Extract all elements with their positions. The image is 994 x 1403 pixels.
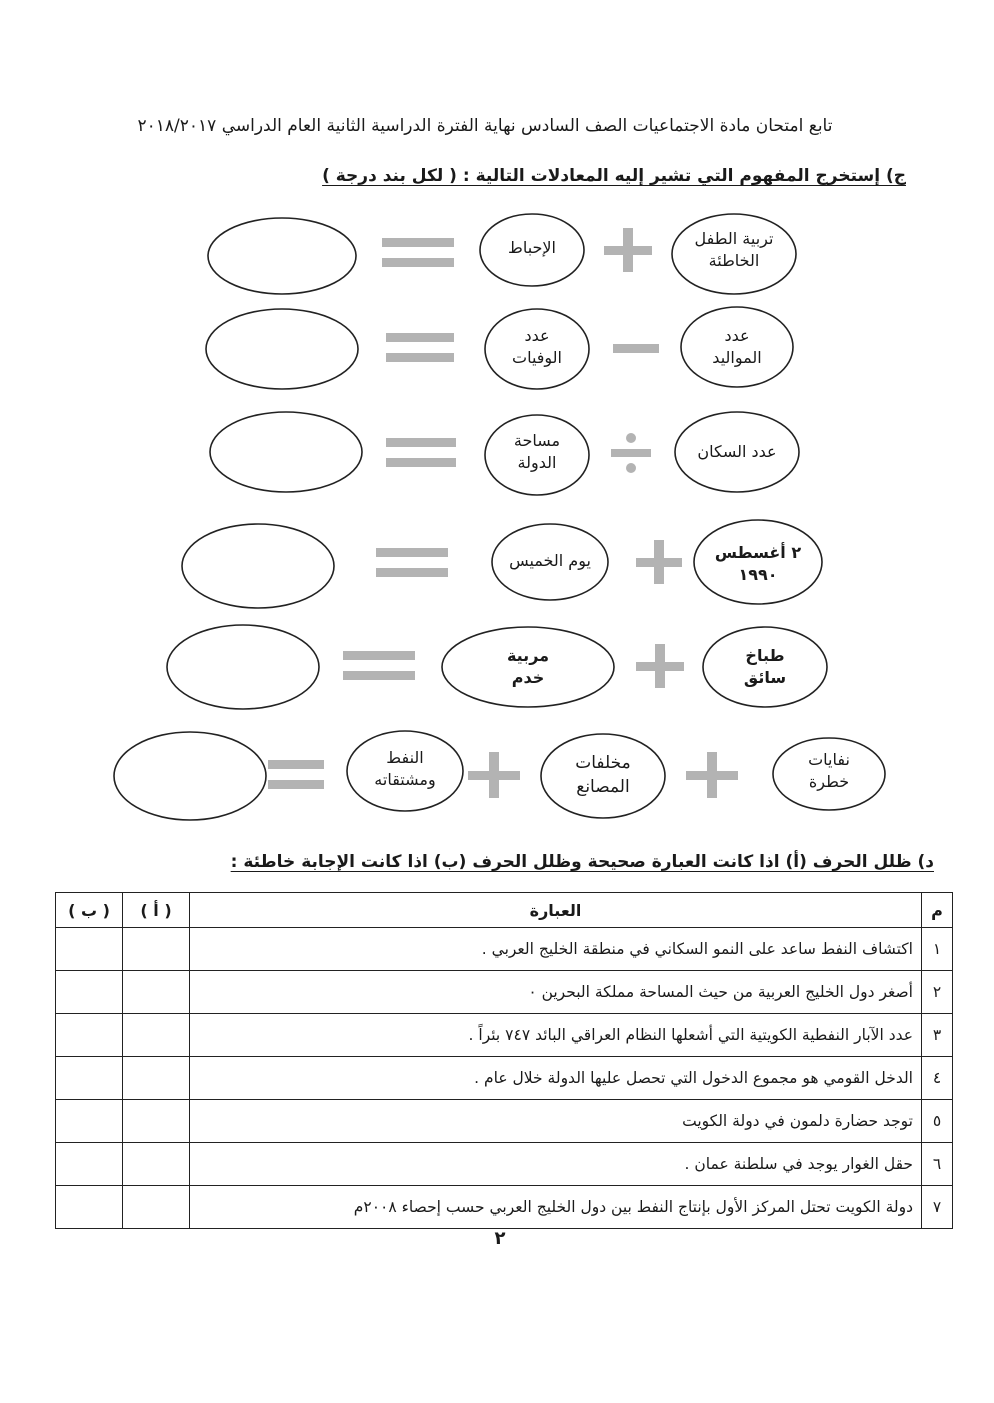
answer-cell-b[interactable] [56, 1057, 123, 1100]
row-num: ٢ [922, 971, 953, 1014]
answer-cell-a[interactable] [123, 971, 190, 1014]
equals-sign-3 [386, 438, 456, 467]
header-b: ( ب ) [56, 893, 123, 928]
answer-cell-b[interactable] [56, 1143, 123, 1186]
answer-oval-1[interactable] [208, 218, 356, 294]
row-statement: توجد حضارة دلمون في دولة الكويت [190, 1100, 922, 1143]
plus-sign-1 [604, 228, 652, 272]
answer-cell-b[interactable] [56, 928, 123, 971]
term1-text-4: ٢ أغسطس ١٩٩٠ [714, 543, 802, 584]
divide-sign-3 [611, 433, 651, 473]
answer-cell-b[interactable] [56, 971, 123, 1014]
equals-sign-4 [376, 548, 448, 577]
term3-text-6: النفط ومشتقاته [374, 748, 436, 789]
equals-sign-5 [343, 651, 415, 680]
header-a: ( أ ) [123, 893, 190, 928]
answer-cell-a[interactable] [123, 1014, 190, 1057]
page-number: ٢ [494, 1228, 506, 1249]
term1-text-1: تربية الطفل الخاطئة [694, 229, 774, 270]
answer-oval-4[interactable] [182, 524, 334, 608]
table-row [56, 971, 953, 1014]
row-statement: حقل الغوار يوجد في سلطنة عمان . [190, 1143, 922, 1186]
section-d-title: د) ظلل الحرف (أ) اذا كانت العبارة صحيحة وظلل الحرف (ب) اذا كانت الإجابة خاطئة : [230, 852, 934, 872]
table-row [56, 1057, 953, 1100]
table-row [56, 1143, 953, 1186]
section-c-title: ج) إستخرج المفهوم التي تشير إليه المعادلات التالية : ( لكل بند درجة ) [322, 166, 906, 186]
term1-text-3: عدد السكان [697, 442, 777, 461]
true-false-table [55, 892, 953, 1229]
table-row [56, 1186, 953, 1229]
row-statement: أصغر دول الخليج العربية من حيث المساحة مملكة البحرين ٠ [190, 971, 922, 1014]
equals-sign-1 [382, 238, 454, 267]
row-num: ٧ [922, 1186, 953, 1229]
answer-cell-a[interactable] [123, 1057, 190, 1100]
row-statement: عدد الآبار النفطية الكويتية التي أشعلها النظام العراقي البائد ٧٤٧ بئراً . [190, 1014, 922, 1057]
answer-oval-2[interactable] [206, 309, 358, 389]
table-header-row [56, 893, 953, 928]
answer-cell-a[interactable] [123, 928, 190, 971]
minus-sign-2 [613, 344, 659, 353]
term2-text-1: الإحباط [508, 238, 556, 257]
term2-text-5: مربية خدم [506, 646, 550, 687]
answer-cell-b[interactable] [56, 1100, 123, 1143]
answer-oval-5[interactable] [167, 625, 319, 709]
answer-cell-b[interactable] [56, 1014, 123, 1057]
plus-sign-6b [468, 752, 520, 798]
table-row [56, 1014, 953, 1057]
row-statement: اكتشاف النفط ساعد على النمو السكاني في منطقة الخليج العربي . [190, 928, 922, 971]
table-row [56, 1100, 953, 1143]
header-num: م [922, 893, 953, 928]
answer-cell-a[interactable] [123, 1186, 190, 1229]
answer-oval-6[interactable] [114, 732, 266, 820]
term1-text-2: عدد المواليد [712, 326, 762, 367]
row-statement: دولة الكويت تحتل المركز الأول بإنتاج النفط بين دول الخليج العربي حسب إحصاء ٢٠٠٨م [190, 1186, 922, 1229]
answer-cell-b[interactable] [56, 1186, 123, 1229]
row-num: ٦ [922, 1143, 953, 1186]
term1-text-5: طباخ سائق [743, 646, 787, 687]
table-row [56, 928, 953, 971]
exam-header: تابع امتحان مادة الاجتماعيات الصف السادس نهاية الفترة الدراسية الثانية العام الدراسي ٢٠١٨/٢٠١٧ [137, 116, 833, 136]
answer-cell-a[interactable] [123, 1143, 190, 1186]
answer-oval-3[interactable] [210, 412, 362, 492]
row-num: ٤ [922, 1057, 953, 1100]
term2-text-2: عدد الوفيات [512, 326, 562, 367]
equals-sign-2 [386, 333, 454, 362]
term2-text-4: يوم الخميس [509, 551, 591, 570]
row-statement: الدخل القومي هو مجموع الدخول التي تحصل عليها الدولة خلال عام . [190, 1057, 922, 1100]
plus-sign-4 [636, 540, 682, 584]
row-num: ٣ [922, 1014, 953, 1057]
header-statement: العبارة [190, 893, 922, 928]
plus-sign-6a [686, 752, 738, 798]
equals-sign-6 [268, 760, 324, 789]
term2-text-6: مخلفات المصانع [575, 753, 631, 797]
plus-sign-5 [636, 644, 684, 688]
term1-text-6: نفايات خطرة [808, 750, 850, 791]
row-num: ٥ [922, 1100, 953, 1143]
row-num: ١ [922, 928, 953, 971]
answer-cell-a[interactable] [123, 1100, 190, 1143]
term2-text-3: مساحة الدولة [513, 431, 561, 472]
